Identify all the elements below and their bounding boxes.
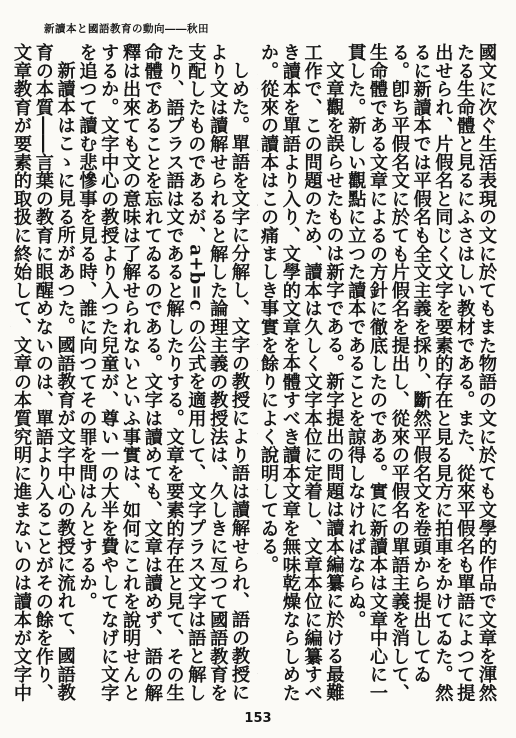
text-column-right xyxy=(257,43,497,703)
running-header: 新讀本と國語教育の動向――秋田 xyxy=(44,23,209,35)
paragraph: しめた。單語を文字に分解し、文字の教授により語は讀解せられ、語の教授により文は讀解せられると解した論理主義の教授法は、久しきに亙つて國語教育を支配したものであるが、a+b=c の公式を適用して、文字プラス文字は語と解したり、語プラス語は文であると解したりする。文章を要素的存在と見て、その生命體であることを忘れてゐるのである。文字は讀めても、文章は讀めず、語の解釋は出來ても文の意味は了解せられないといふ事實は、如何にこれを說明せんとするか。文字中心の教授より入つた兒童が、尊い一の大半を費やしてなげに文字を追つて讀む悲慘事を見る時、誰に向つてその罪を問はんとするか。 xyxy=(76,43,250,702)
paragraph: 文章觀を誤らせたものは新字である。新字提出の問題は讀本編纂に於ける最難工作で、この問題のため、讀本は久しく文字本位に定着し、文章本位に編纂すべき讀本を單語より入り、文學的文章を本體すべき讀本文章を無味乾燥ならしめたか。從來の讀本はこの痛ましき事實を餘りによく說明してゐる。 xyxy=(258,43,345,702)
page-number: 153 xyxy=(244,711,272,726)
paragraph: 國文に次ぐ生活表現の文に於てもまた物語の文に於ても文學的作品で文章を渾然たる生命體と見るにふさはしい教材である。また、從來平假名も單語によつて提出せられ、片假名と同じく文字を要素的存在と見る見方に拍車をかけてゐた。然るに新讀本では平假名も全文主義を採り、斷然平假名文を卷頭から提出してゐる。卽ち平假名文に於ても片假名を提出し、從來の平假名の單語主義を消して、生命體である文章によるの方針に徹底したのである。實に新讀本は文章中心に一貫した。新しい觀點に立つた讀本であることを諒得しなければならぬ。 xyxy=(345,43,497,702)
paragraph: 新讀本はこゝに見る所があつた。國語教育が文字中心の教授に流れて、國語教育の本質――言葉の教育に眼醒めないのは、單語より入ることがその餘を作り、文章教育が要素的取扱に終始して、文章の本質究明に進まないのは讀本が文字中 xyxy=(11,43,76,702)
text-column-left xyxy=(10,43,250,703)
